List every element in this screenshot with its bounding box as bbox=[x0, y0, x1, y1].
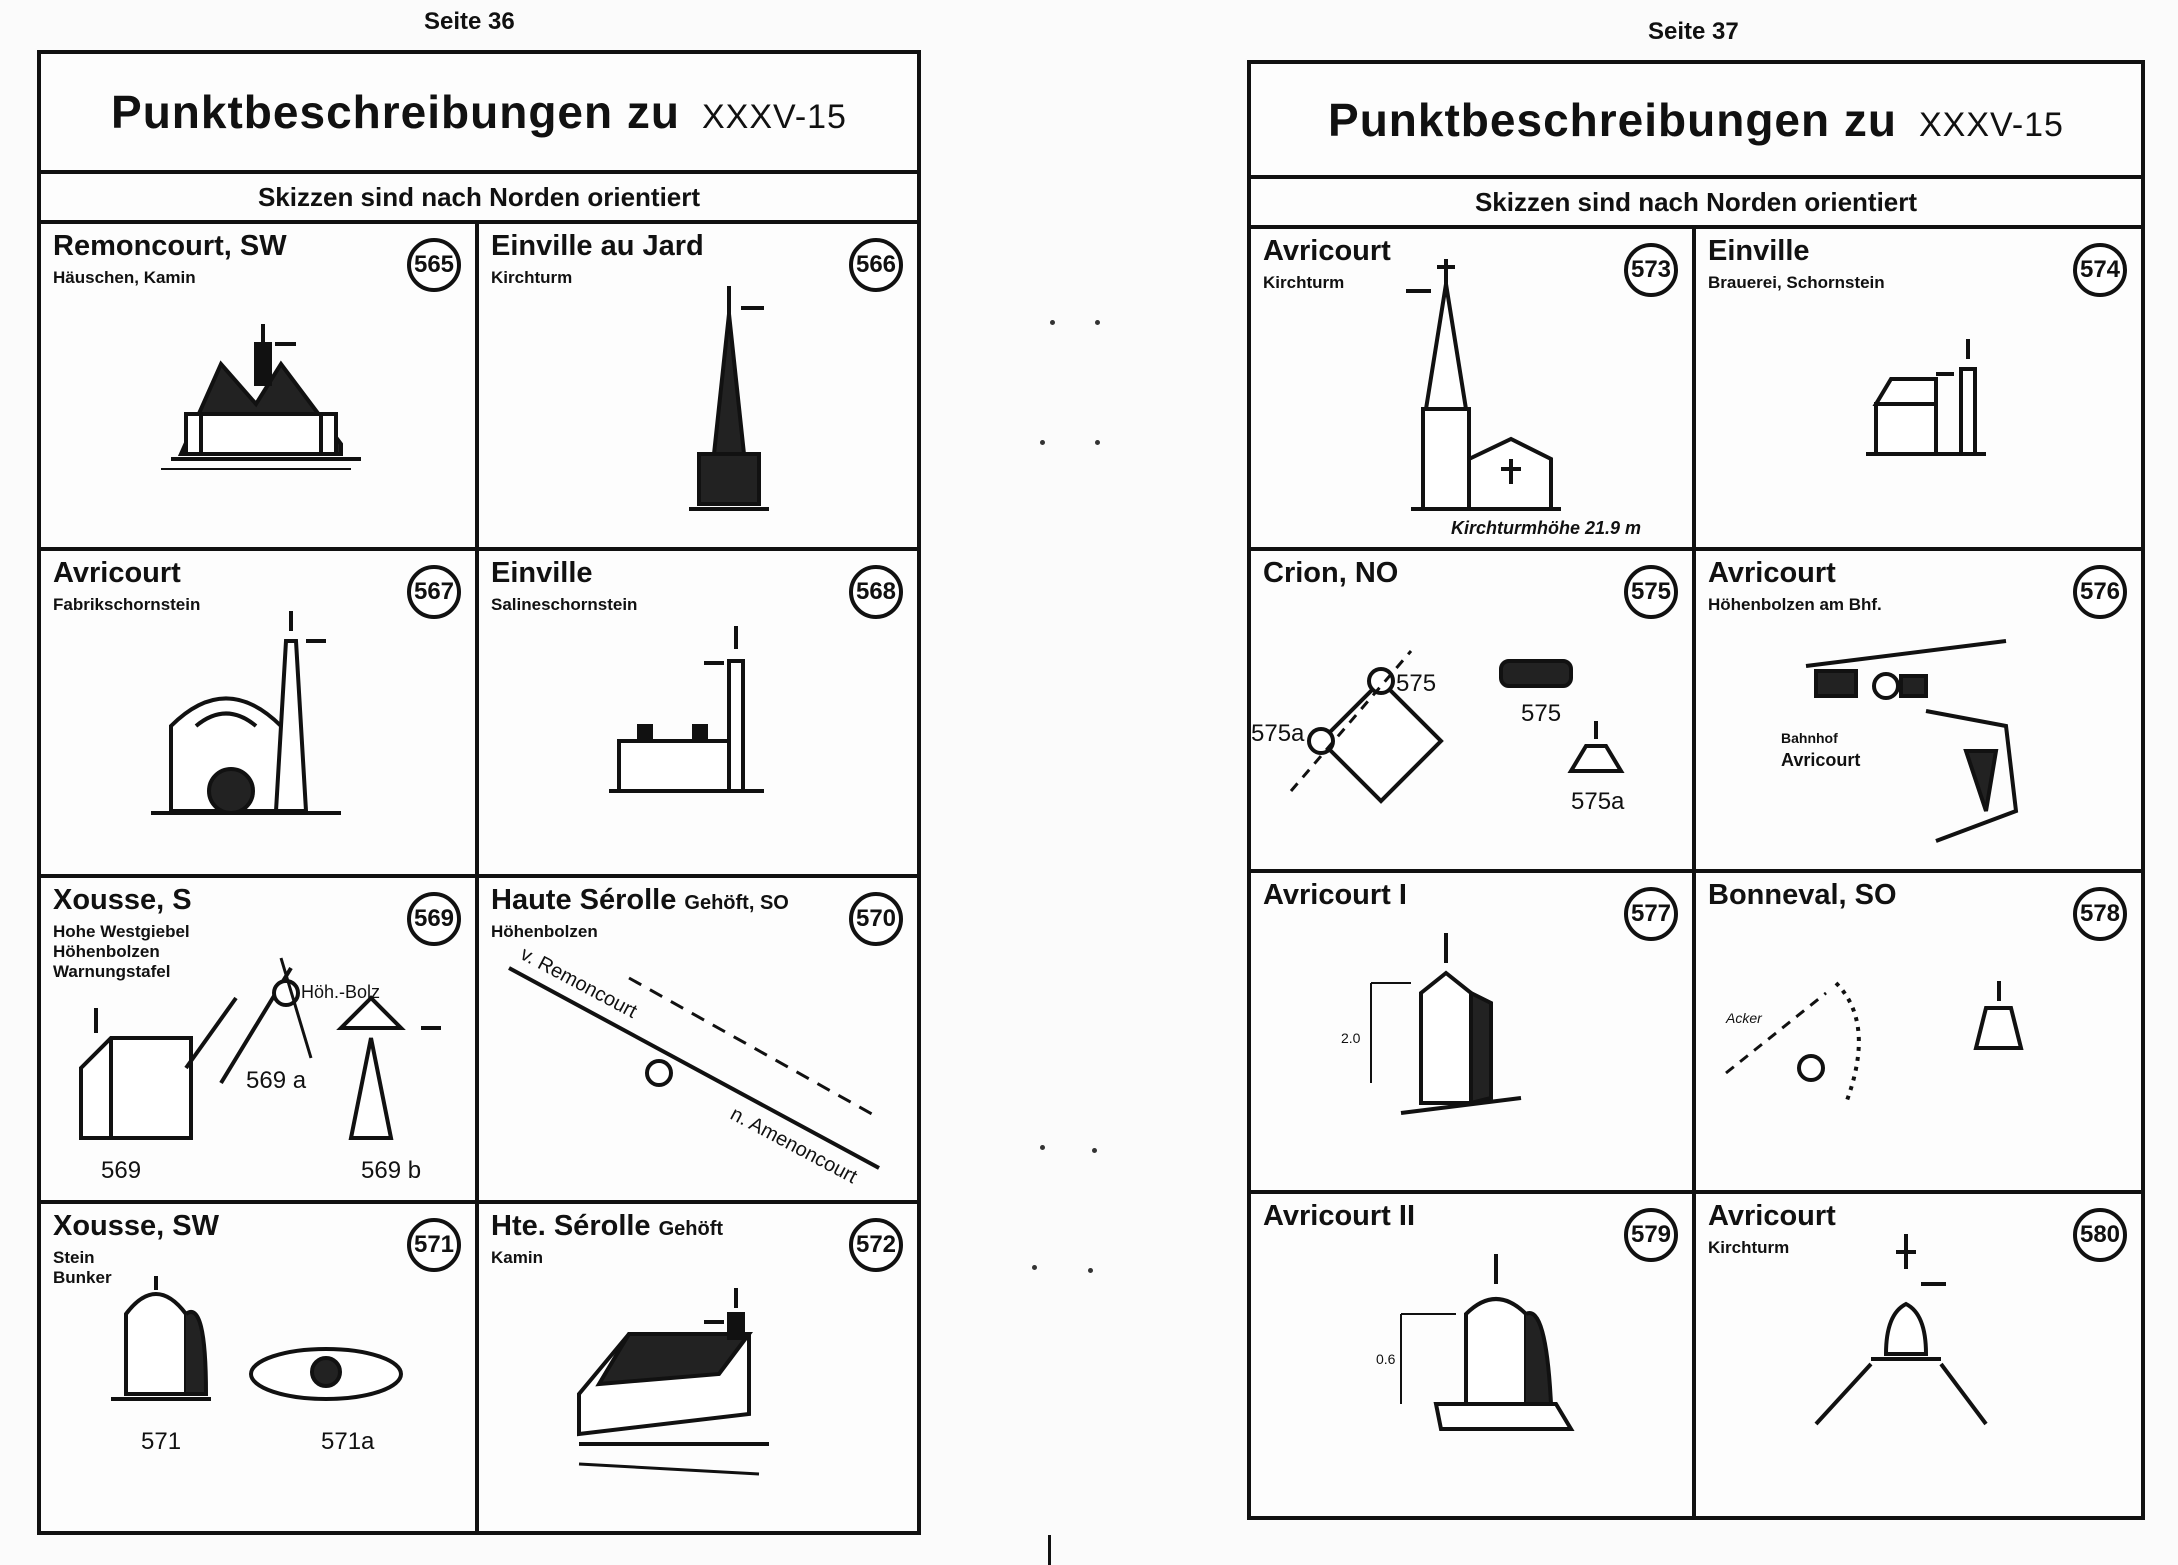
sketch-church-bell-tower bbox=[1696, 1194, 2136, 1514]
left-subtitle-box bbox=[41, 174, 917, 224]
sketch-gable-bolt-sign bbox=[41, 878, 471, 1198]
point-name: Xousse, SW bbox=[53, 1210, 219, 1243]
gutter-mark bbox=[1095, 440, 1100, 445]
point-name: Remoncourt, SW bbox=[53, 230, 287, 262]
point-name: Avricourt bbox=[53, 556, 181, 589]
point-name: Avricourt I bbox=[1263, 878, 1407, 911]
point-number: 568 bbox=[849, 565, 903, 619]
gutter-mark bbox=[1040, 440, 1045, 445]
sketch-station-bolt bbox=[1696, 551, 2136, 871]
right-title-box bbox=[1251, 64, 2141, 179]
point-number: 566 bbox=[849, 238, 903, 292]
point-name: Avricourt bbox=[1708, 556, 1836, 589]
sketch-factory-chimney bbox=[41, 551, 471, 871]
point-name: Einville au Jard bbox=[491, 230, 704, 262]
point-name: Einville bbox=[491, 556, 593, 589]
sketch-stone-pillar bbox=[1251, 873, 1691, 1193]
point-cell-573 bbox=[1251, 229, 1696, 551]
point-name: Avricourt II bbox=[1263, 1200, 1416, 1233]
point-cell-574 bbox=[1696, 229, 2141, 551]
point-number: 574 bbox=[2073, 243, 2127, 297]
sketch-field-marker bbox=[1696, 873, 2136, 1193]
point-desc: Höhenbolzen am Bhf. bbox=[1708, 594, 1882, 614]
point-number: 571 bbox=[407, 1218, 461, 1272]
point-desc: Kamin bbox=[491, 1248, 543, 1268]
point-number: 569 bbox=[407, 892, 461, 946]
sketch-label: v. Remoncourt bbox=[516, 942, 641, 1023]
gutter-line bbox=[1048, 1535, 1051, 1565]
point-cell-569 bbox=[41, 878, 479, 1205]
point-desc: Brauerei, Schornstein bbox=[1708, 273, 1885, 292]
point-desc: Fabrikschornstein bbox=[53, 594, 201, 614]
sketch-label: 575a bbox=[1571, 787, 1625, 815]
sketch-label: 2.0 bbox=[1341, 1029, 1361, 1046]
point-name: Avricourt bbox=[1708, 1200, 1836, 1233]
point-cell-568 bbox=[479, 551, 917, 878]
sketch-label: Acker bbox=[1726, 1009, 1762, 1026]
sketch-boundary-stone bbox=[1251, 1194, 1691, 1514]
gutter-mark bbox=[1040, 1145, 1045, 1150]
point-desc: Kirchturm bbox=[491, 268, 573, 287]
point-name: Bonneval, SO bbox=[1708, 878, 1897, 911]
right-subtitle: Skizzen sind nach Norden orientiert bbox=[1474, 186, 1918, 217]
sketch-label: 0.6 bbox=[1376, 1351, 1396, 1368]
point-desc: Hohe Westgiebel Höhenbolzen Warnungstafel bbox=[53, 921, 190, 981]
sketch-label: 571 bbox=[141, 1428, 182, 1456]
sketch-label: Bahnhof bbox=[1781, 729, 1838, 746]
point-name: Xousse, S bbox=[53, 883, 192, 916]
point-number: 565 bbox=[407, 238, 461, 292]
sketch-label: Höh.-Bolz bbox=[301, 981, 381, 1002]
point-desc: Salineschornstein bbox=[491, 594, 638, 614]
point-cell-567 bbox=[41, 551, 479, 878]
page-number-right: Seite 37 bbox=[1648, 18, 1739, 45]
point-cell-577 bbox=[1251, 873, 1696, 1195]
point-number: 573 bbox=[1624, 243, 1678, 297]
point-desc: Stein Bunker bbox=[53, 1248, 112, 1288]
sketch-label: 571a bbox=[321, 1428, 375, 1456]
point-cell-572 bbox=[479, 1204, 917, 1531]
sketch-label: 575a bbox=[1251, 719, 1305, 747]
point-cell-578 bbox=[1696, 873, 2141, 1195]
sketch-label: n. Amenoncourt bbox=[726, 1102, 861, 1188]
left-grid bbox=[41, 224, 917, 1531]
sketch-label: 569 bbox=[101, 1156, 142, 1184]
point-cell-576 bbox=[1696, 551, 2141, 873]
left-subtitle: Skizzen sind nach Norden orientiert bbox=[257, 181, 701, 212]
sketch-village-church bbox=[1251, 229, 1691, 549]
point-name: Avricourt bbox=[1263, 235, 1391, 267]
point-number: 567 bbox=[407, 565, 461, 619]
right-subtitle-box bbox=[1251, 179, 2141, 229]
point-number: 577 bbox=[1624, 887, 1678, 941]
sketch-stone-bunker bbox=[41, 1204, 471, 1524]
sketch-label: 575 bbox=[1396, 669, 1437, 697]
sketch-label: Avricourt bbox=[1781, 749, 1861, 770]
sketch-brewery-chimney bbox=[1696, 229, 2136, 549]
right-page-title: Punktbeschreibungen zu XXXV-15 bbox=[1328, 93, 2064, 146]
gutter-mark bbox=[1050, 320, 1055, 325]
point-number: 578 bbox=[2073, 887, 2127, 941]
point-cell-575 bbox=[1251, 551, 1696, 873]
sketch-label: 569 b bbox=[361, 1156, 422, 1184]
left-title-box bbox=[41, 54, 917, 174]
point-name: Einville bbox=[1708, 235, 1810, 267]
sketch-field-bolts bbox=[1251, 551, 1691, 871]
sketch-saline-chimney bbox=[479, 551, 909, 871]
point-cell-566 bbox=[479, 224, 917, 551]
sketch-farmhouse-chimney bbox=[479, 1204, 909, 1524]
point-desc: Kirchturm bbox=[1263, 273, 1345, 292]
sketch-cottage-chimney bbox=[41, 224, 471, 544]
point-desc: Höhenbolzen bbox=[491, 921, 598, 941]
point-name: Haute Sérolle Gehöft, SO bbox=[491, 883, 789, 916]
gutter-mark bbox=[1095, 320, 1100, 325]
point-number: 576 bbox=[2073, 565, 2127, 619]
page-number-left: Seite 36 bbox=[424, 8, 515, 35]
point-desc: Kirchturm bbox=[1708, 1238, 1790, 1258]
point-desc: Häuschen, Kamin bbox=[53, 268, 196, 287]
point-name: Hte. Sérolle Gehöft bbox=[491, 1210, 724, 1243]
left-page-title: Punktbeschreibungen zu XXXV-15 bbox=[111, 86, 847, 138]
point-number: 570 bbox=[849, 892, 903, 946]
tower-height-note: Kirchturmhöhe 21.9 m bbox=[1451, 518, 1642, 538]
sketch-road-bolt bbox=[479, 878, 909, 1198]
sketch-church-spire bbox=[479, 224, 909, 544]
right-page bbox=[1247, 60, 2145, 1520]
gutter-mark bbox=[1092, 1148, 1097, 1153]
point-cell-579 bbox=[1251, 1194, 1696, 1516]
point-cell-570 bbox=[479, 878, 917, 1205]
point-number: 579 bbox=[1624, 1208, 1678, 1262]
gutter-mark bbox=[1088, 1268, 1093, 1273]
point-cell-580 bbox=[1696, 1194, 2141, 1516]
gutter-mark bbox=[1032, 1265, 1037, 1270]
point-cell-571 bbox=[41, 1204, 479, 1531]
point-number: 575 bbox=[1624, 565, 1678, 619]
sketch-label: 569 a bbox=[246, 1066, 307, 1094]
left-page bbox=[37, 50, 921, 1535]
point-cell-565 bbox=[41, 224, 479, 551]
sketch-label: 575 bbox=[1521, 699, 1562, 727]
point-number: 580 bbox=[2073, 1208, 2127, 1262]
right-grid bbox=[1251, 229, 2141, 1516]
point-name: Crion, NO bbox=[1263, 556, 1399, 589]
point-number: 572 bbox=[849, 1218, 903, 1272]
